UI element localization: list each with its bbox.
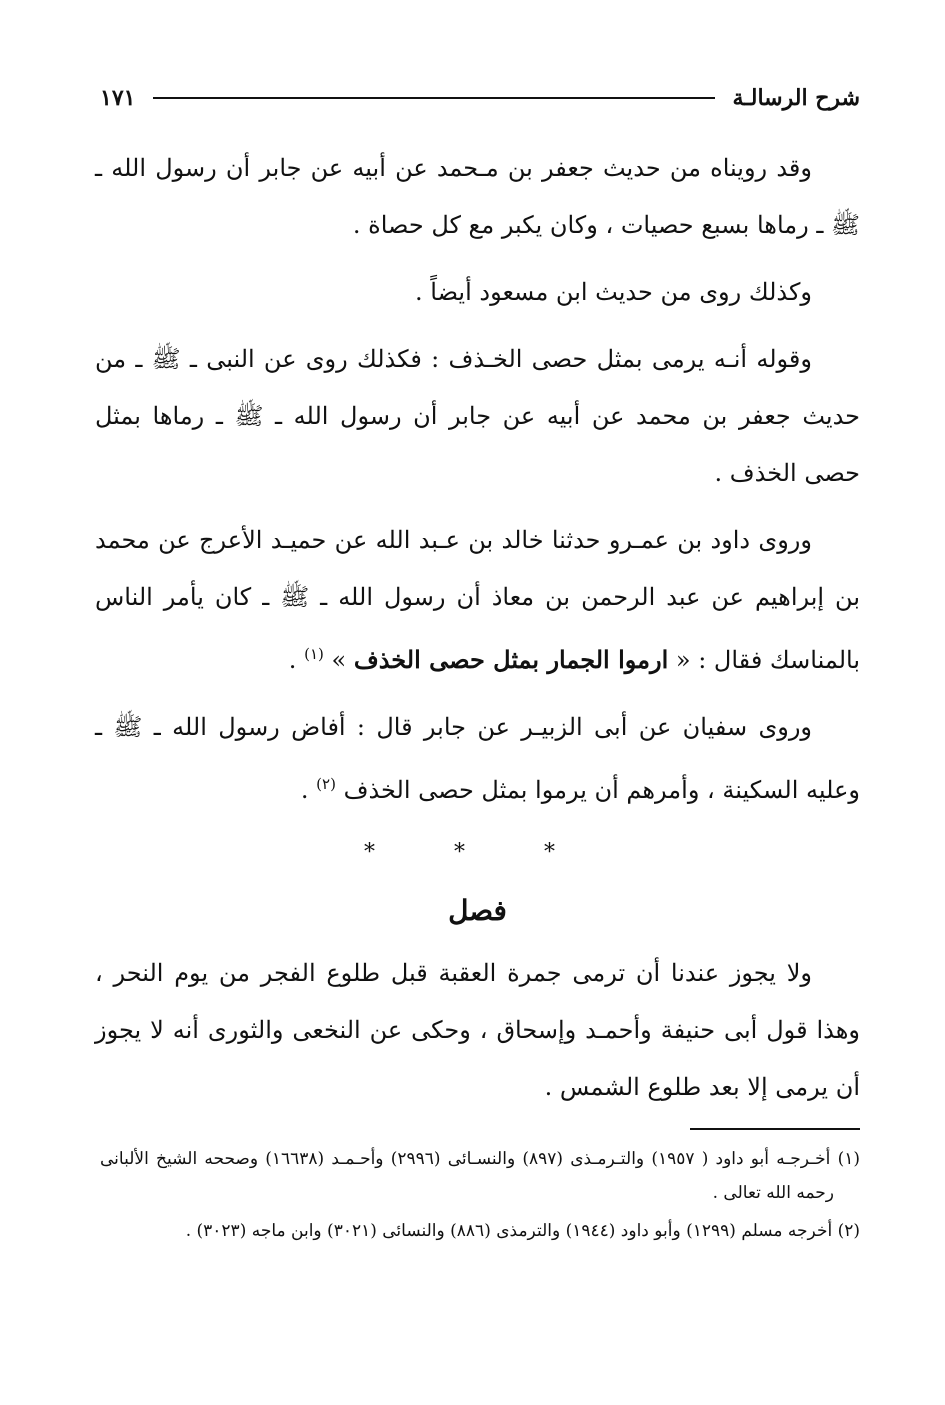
- hadith-quote: ارموا الجمار بمثل حصى الخذف: [353, 645, 669, 674]
- footnote-2: (٢) أخرجه مسلم (١٢٩٩) وأبو داود (١٩٤٤) والترمذى (٨٨٦) والنسائى (٣٠٢١) وابن ماجه (٣٠٢٣) .: [185, 1221, 860, 1241]
- paragraph-3: وقوله أنـه يرمى بمثل حصى الخـذف : فكذلك روى عن النبى ـ ﷺ ـ من حديث جعفر بن محمد عن أبيه عن جابر أن رسول الله ـ ﷺ ـ رماها بمثل حصى الخذف .: [95, 345, 860, 487]
- header-rule: [153, 97, 714, 99]
- footnote-ref-2[interactable]: (٢): [316, 775, 336, 793]
- footnote-1: (١) أخـرجـه أبو داود ( ١٩٥٧) والتـرمـذى (٨٩٧) والنسـائى (٢٩٩٦) وأحـمـد (١٦٦٣٨) وصححه الشيخ الألبانى رحمه الله تعالى .: [100, 1149, 860, 1203]
- section-heading: فصل: [448, 894, 507, 927]
- paragraph-4-text: وروى داود بن عمـرو حدثنا خالد بن عـبد الله عن حميـد الأعرج عن محمد بن إبراهيم عن عبد الرحمن بن معاذ أن رسول الله ـ ﷺ ـ كان يأمر الناس بالمناسك فقال : «: [95, 526, 860, 674]
- footnotes: [100, 1142, 860, 1252]
- paragraph-5: [95, 699, 860, 819]
- paragraph-4-end: .: [288, 646, 297, 674]
- paragraph-6: ولا يجوز عندنا أن ترمى جمرة العقبة قبل طلوع الفجر من يوم النحر ، وهذا قول أبى حنيفة وأحمـد وإسحاق ، وحكى عن النخعى والثورى أنه لا يجوز أن يرمى إلا بعد طلوع الشمس .: [95, 959, 861, 1101]
- quote-close: »: [331, 646, 347, 674]
- running-title: شرح الرسالـة: [732, 85, 860, 111]
- paragraph-2: وكذلك روى من حديث ابن مسعود أيضاً .: [415, 278, 812, 306]
- paragraph-1: وقد رويناه من حديث جعفر بن مـحمد عن أبيه عن جابر أن رسول الله ـ ﷺ ـ رماها بسبع حصيات ، وكان يكبر مع كل حصاة .: [95, 154, 860, 239]
- page-number: ١٧١: [100, 85, 136, 111]
- main-text: [95, 140, 860, 1126]
- paragraph-4: [95, 512, 860, 689]
- footnote-separator: [690, 1128, 860, 1130]
- paragraph-5-end: .: [300, 776, 309, 804]
- section-divider-stars: * * *: [364, 840, 591, 865]
- running-header: [100, 78, 860, 118]
- footnote-ref-1[interactable]: (١): [304, 645, 324, 663]
- paragraph-5-text: وروى سفيان عن أبى الزبيـر عن جابر قال : أفاض رسول الله ـ ﷺ ـ وعليه السكينة ، وأمرهم أن يرموا بمثل حصى الخذف: [95, 713, 860, 804]
